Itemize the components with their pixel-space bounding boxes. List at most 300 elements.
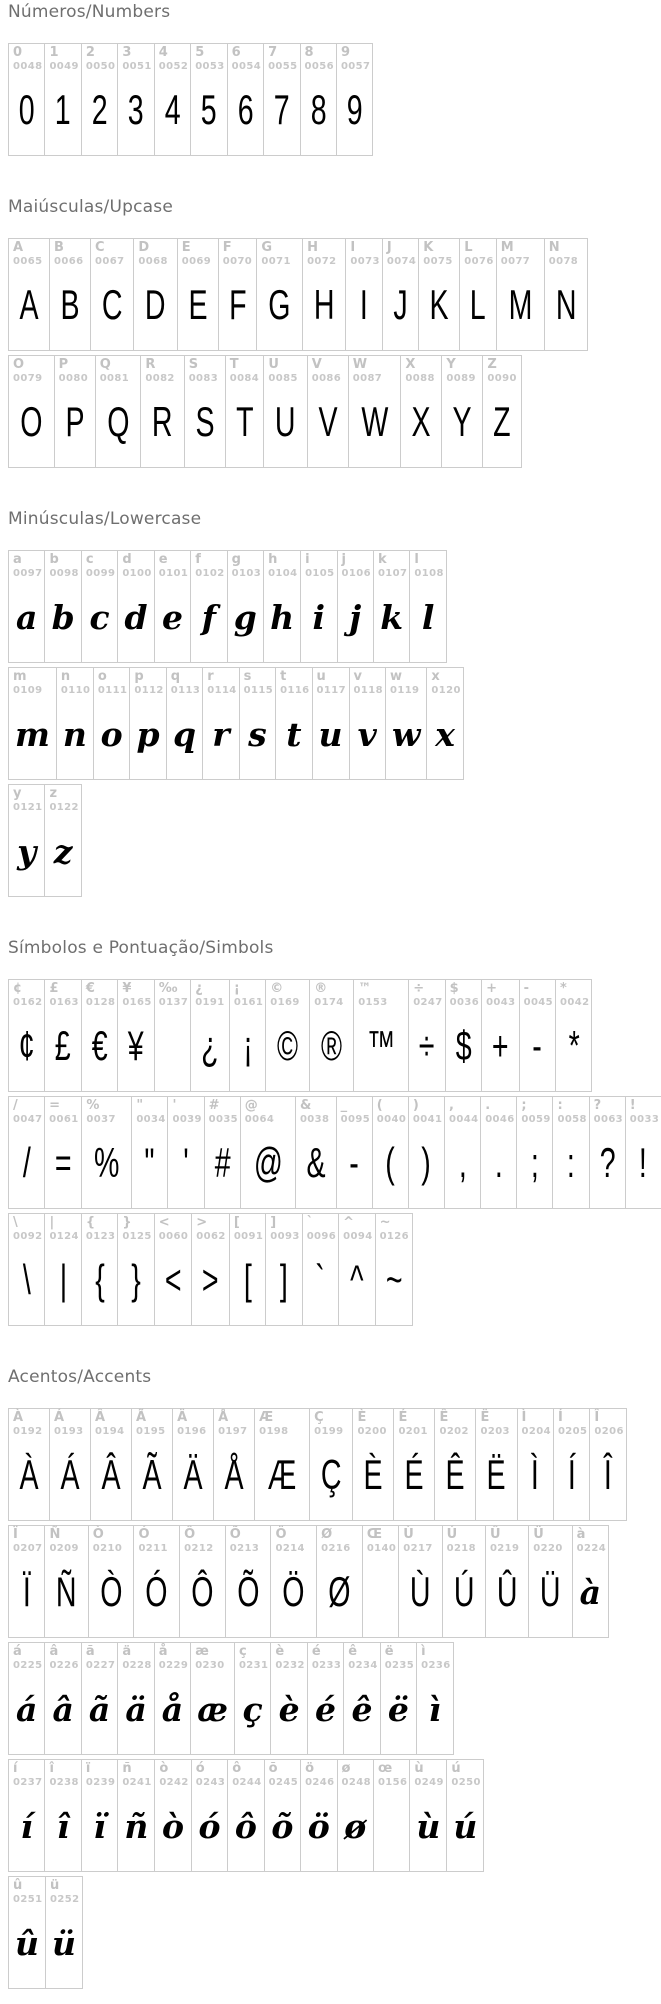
cell-ref-char: $ [449,981,459,996]
cell-ref-char: j [341,552,346,567]
cell-code: 0193 [54,1425,84,1437]
cell-code: 0207 [13,1542,43,1554]
cell-glyph: Q [106,398,130,446]
char-cell [190,44,226,155]
cell-glyph: Ø [328,1568,351,1616]
cell-header [313,668,349,696]
cell-code: 0045 [523,996,554,1008]
cell-glyph: N [555,281,577,329]
cell-glyph: x [435,714,455,754]
cell-glyph-area [240,696,275,779]
cell-glyph-area [410,1788,446,1871]
cell-ref-char: " [136,1098,144,1113]
cell-ref-char: ¥ [122,981,132,996]
char-cell [337,1760,373,1871]
char-cell [263,551,300,662]
cell-header [338,1760,373,1788]
cell-glyph: d [124,597,148,637]
char-row [8,550,447,663]
char-cell [316,1526,362,1637]
cell-glyph: r [212,714,230,754]
cell-glyph-area [45,1008,80,1091]
cell-glyph-area [483,384,521,467]
cell-glyph-area [310,1008,353,1091]
cell-glyph-area [266,1008,309,1091]
cell-code: 0205 [557,1425,588,1437]
cell-header [45,785,80,813]
cell-glyph: ; [530,1139,539,1187]
char-cell [49,1409,90,1520]
cell-glyph-area [419,267,459,350]
cell-glyph: ç [242,1689,263,1729]
cell-ref-char: æ [195,1644,209,1659]
cell-code: 0109 [13,684,43,696]
cell-header [130,668,165,696]
cell-glyph: ì [428,1689,442,1729]
cell-glyph-area [301,72,336,155]
cell-ref-char: | [49,1215,55,1230]
cell-glyph: . [494,1139,503,1187]
cell-glyph-area [553,1125,588,1208]
cell-code: 0046 [485,1113,515,1125]
char-cell [373,551,409,662]
cell-code: 0072 [307,255,337,267]
cell-ref-char: ï [85,1761,91,1776]
cell-glyph-area [303,267,345,350]
char-cell [408,1097,444,1208]
cell-glyph: ¿ [201,1022,219,1070]
section-accents [8,1367,661,1989]
cell-glyph: y [17,831,37,871]
cell-ref-char: ÷ [413,981,425,996]
cell-code: 0063 [593,1113,624,1125]
cell-code: 0087 [352,372,383,384]
cell-ref-char: Ö [275,1527,287,1542]
cell-header [155,980,190,1008]
char-cell [229,980,265,1091]
cell-header [518,1409,553,1437]
cell-glyph: H [313,281,335,329]
cell-glyph-area [167,696,202,779]
cell-header [419,239,459,267]
char-cell [336,1097,372,1208]
cell-glyph-area [9,696,56,779]
cell-ref-char: ^ [343,1215,355,1230]
cell-ref-char: q [170,669,181,684]
cell-code: 0112 [134,684,164,696]
cell-ref-char: Ç [314,1410,324,1425]
char-cell [154,980,190,1091]
char-row [8,979,592,1092]
cell-glyph: ù [416,1806,441,1846]
char-cell [227,1760,263,1871]
cell-glyph: ë [387,1689,409,1729]
cell-glyph: £ [55,1022,72,1070]
cell-code: 0096 [306,1230,337,1242]
cell-header [445,1097,480,1125]
cell-code: 0120 [431,684,461,696]
cell-ref-char: Ï [13,1527,18,1542]
cell-glyph: Ì [531,1451,540,1499]
cell-glyph: ñ [124,1806,149,1846]
cell-code: 0243 [195,1776,226,1788]
cell-code: 0100 [122,567,152,579]
cell-ref-char: õ [268,1761,278,1776]
cell-ref-char: l [414,552,419,567]
cell-header [118,551,153,579]
cell-ref-char: 1 [49,45,59,60]
cell-glyph: â [52,1689,74,1729]
cell-code: 0224 [576,1542,607,1554]
cell-code: 0098 [49,567,79,579]
cell-glyph-area [383,267,418,350]
cell-glyph-area [264,72,299,155]
cell-ref-char: Ó [138,1527,150,1542]
cell-code: 0064 [244,1113,275,1125]
cell-glyph-area [409,1125,444,1208]
cell-code: 0067 [95,255,125,267]
char-cell [44,1214,80,1325]
cell-code: 0113 [170,684,201,696]
cell-code: 0124 [49,1230,79,1242]
cell-ref-char: é [311,1644,321,1659]
cell-ref-char: C [95,240,105,255]
cell-code: 0085 [268,372,298,384]
cell-ref-char: ® [314,981,328,996]
char-cell [45,1877,82,1988]
cell-ref-char: @ [244,1098,258,1113]
cell-header [374,551,409,579]
cell-glyph-area [82,72,117,155]
cell-ref-char: / [13,1098,18,1113]
cell-code: 0055 [268,60,298,72]
cell-ref-char: © [270,981,284,996]
cell-ref-char: 5 [195,45,205,60]
cell-header [240,668,275,696]
cell-glyph: ' [183,1139,189,1187]
char-row [8,1876,83,1989]
cell-header [255,1409,309,1437]
cell-header [317,1526,362,1554]
cell-glyph: B [60,281,80,329]
char-cell [446,1760,483,1871]
cell-header [155,1643,190,1671]
char-cell [140,356,183,467]
cell-header [46,1877,82,1905]
char-cell [442,1526,485,1637]
cell-glyph: { [94,1256,105,1304]
cell-glyph: f [201,597,216,637]
char-cell [408,980,444,1091]
cell-header [590,1409,625,1437]
cell-code: 0236 [421,1659,451,1671]
cell-header [9,1877,45,1905]
cell-header [9,1760,44,1788]
cell-glyph: K [429,281,449,329]
cell-glyph: Ò [100,1568,123,1616]
cell-code: 0119 [389,684,420,696]
char-cell [312,668,349,779]
cell-header [118,44,153,72]
cell-code: 0196 [177,1425,207,1437]
cell-glyph: u [318,714,343,754]
char-cell [275,668,311,779]
cell-glyph-area [545,267,587,350]
cell-glyph: € [91,1022,108,1070]
cell-header [118,1643,153,1671]
cell-ref-char: ù [414,1761,424,1776]
cell-glyph: @ [253,1139,283,1187]
cell-glyph: [ [243,1256,252,1304]
cell-glyph-area [57,696,93,779]
cell-code: 0041 [412,1113,443,1125]
char-cell [9,668,56,779]
cell-glyph-area [317,1554,362,1637]
cell-glyph-area [214,1437,254,1520]
char-cell [270,1526,316,1637]
char-cell [552,1097,588,1208]
cell-glyph: ò [162,1806,185,1846]
cell-glyph-area [89,1554,134,1637]
cell-header [173,1409,213,1437]
char-cell [81,1214,117,1325]
cell-glyph: = [54,1139,72,1187]
cell-code: 0125 [122,1230,152,1242]
cell-ref-char: ó [195,1761,205,1776]
cell-code: 0037 [86,1113,116,1125]
cell-ref-char: 7 [268,45,278,60]
cell-code: 0232 [275,1659,305,1671]
cell-glyph-area [9,1242,44,1325]
cell-code: 0073 [350,255,380,267]
cell-code: 0105 [305,567,335,579]
char-cell [9,551,44,662]
cell-ref-char: ê [348,1644,358,1659]
char-cell [190,551,226,662]
cell-code: 0194 [95,1425,125,1437]
cell-header [134,1526,179,1554]
char-cell [191,1760,227,1871]
cell-ref-char: ¢ [13,981,23,996]
cell-glyph-area [9,1905,45,1988]
cell-header [9,1409,49,1437]
cell-ref-char: Ô [184,1527,196,1542]
char-cell [204,1097,240,1208]
char-cell [517,1409,553,1520]
cell-glyph: " [144,1139,155,1187]
cell-code: 0235 [384,1659,415,1671]
char-cell [516,1097,552,1208]
cell-header [338,551,373,579]
cell-code: 0070 [222,255,253,267]
char-row [8,1642,454,1755]
cell-header [9,785,44,813]
cell-glyph-area [590,1437,625,1520]
char-cell [9,1214,44,1325]
cell-code: 0128 [85,996,116,1008]
char-cell [300,551,336,662]
cell-ref-char: È [357,1410,367,1425]
char-cell [81,1643,117,1754]
cell-code: 0058 [557,1113,587,1125]
cell-header [185,356,225,384]
cell-header [271,1643,306,1671]
cell-glyph-area [230,1008,265,1091]
cell-glyph: q [172,714,197,754]
cell-code: 0101 [158,567,189,579]
char-cell [234,1643,270,1754]
cell-ref-char: r [207,669,214,684]
cell-glyph-area [45,813,80,896]
section-symbols [8,938,661,1326]
cell-ref-char: € [85,981,95,996]
cell-header [82,551,117,579]
cell-code: 0065 [13,255,43,267]
char-cell [154,1214,192,1325]
cell-ref-char: _ [340,1098,348,1113]
cell-glyph-area [445,1125,480,1208]
cell-code: 0229 [158,1659,189,1671]
cell-glyph: o [100,714,123,754]
cell-ref-char: ò [159,1761,169,1776]
cell-ref-char: o [97,669,107,684]
cell-glyph-area [191,1671,234,1754]
cell-glyph-area [417,1671,452,1754]
cell-header [235,1643,270,1671]
cell-glyph-area [313,696,349,779]
cell-ref-char: ! [629,1098,636,1113]
section-title-upcase: Maiúsculas/Upcase [8,197,173,217]
char-cell [302,1214,338,1325]
cell-header [301,44,336,72]
cell-header [118,1760,154,1788]
cell-code: 0050 [85,60,116,72]
cell-ref-char: Æ [259,1410,274,1425]
cell-glyph: p [136,714,160,754]
char-cell [240,1097,295,1208]
cell-glyph-area [118,1242,153,1325]
cell-ref-char: Ú [446,1527,458,1542]
cell-glyph-area [82,1242,117,1325]
cell-code: 0239 [85,1776,116,1788]
cell-ref-char: K [423,240,434,255]
cell-glyph: À [19,1451,39,1499]
cell-ref-char: J [386,240,392,255]
char-cell [9,785,44,896]
cell-header [45,1760,80,1788]
char-row [8,238,588,351]
cell-code: 0230 [195,1659,225,1671]
char-cell [131,1097,167,1208]
cell-glyph-area [301,1788,336,1871]
cell-glyph-area [446,1008,481,1091]
cell-glyph-area [308,384,348,467]
cell-glyph-area [626,1125,661,1208]
cell-glyph: 9 [346,86,363,134]
cell-ref-char: À [13,1410,24,1425]
cell-ref-char: * [560,981,567,996]
cell-ref-char: Ä [177,1410,188,1425]
char-cell [167,1097,203,1208]
cell-ref-char: { [85,1215,96,1230]
cell-ref-char: Z [487,357,497,372]
char-cell [81,1760,117,1871]
cell-ref-char: ? [593,1098,602,1113]
cell-code: 0095 [340,1113,371,1125]
cell-header [118,980,153,1008]
cell-glyph: É [404,1451,424,1499]
cell-code: 0206 [594,1425,624,1437]
cell-ref-char: + [486,981,497,996]
cell-glyph: W [361,398,389,446]
cell-ref-char: 0 [13,45,23,60]
cell-code: 0114 [207,684,237,696]
cell-header [460,239,495,267]
cell-glyph: G [268,281,291,329]
cell-header [82,980,117,1008]
cell-code: 0107 [377,567,408,579]
cell-header [497,239,544,267]
cell-ref-char: Y [446,357,456,372]
cell-ref-char: G [261,240,273,255]
cell-code: 0217 [403,1542,433,1554]
cell-header [410,1760,446,1788]
cell-glyph-area [45,1671,80,1754]
cell-glyph-area [303,1242,338,1325]
char-cell [154,44,190,155]
char-cell [349,668,385,779]
char-cell [90,1409,131,1520]
char-cell [117,1760,154,1871]
char-cell [302,239,345,350]
cell-glyph: ã [88,1689,111,1729]
cell-header [155,1760,190,1788]
cell-code: 0102 [195,567,225,579]
cell-header [91,1409,131,1437]
cell-glyph-area [296,1125,336,1208]
cell-glyph: z [53,831,73,871]
cell-header [410,551,445,579]
cell-ref-char: n [60,669,71,684]
cell-code: 0066 [54,255,84,267]
cell-header [241,1097,295,1125]
cell-glyph-area [308,1671,343,1754]
cell-code: 0249 [414,1776,444,1788]
cell-header [94,668,129,696]
cell-glyph: ? [599,1139,616,1187]
cell-header [276,668,311,696]
char-cell [44,1760,80,1871]
cell-header [266,1214,301,1242]
cell-code: 0121 [13,801,43,813]
char-cell [418,239,459,350]
cell-glyph: ! [639,1139,648,1187]
cell-glyph: © [277,1022,299,1070]
cell-glyph-area [264,384,306,467]
cell-glyph: û [15,1923,39,1963]
cell-header [409,980,444,1008]
char-cell [409,551,445,662]
cell-ref-char: Ù [403,1527,414,1542]
cell-glyph-area [353,1437,393,1520]
cell-glyph-area [271,1671,306,1754]
cell-code: 0191 [195,996,225,1008]
cell-glyph-area [155,72,190,155]
cell-glyph: Á [60,1451,80,1499]
cell-header [214,1409,254,1437]
cell-header [346,239,381,267]
cell-ref-char: û [13,1878,23,1893]
